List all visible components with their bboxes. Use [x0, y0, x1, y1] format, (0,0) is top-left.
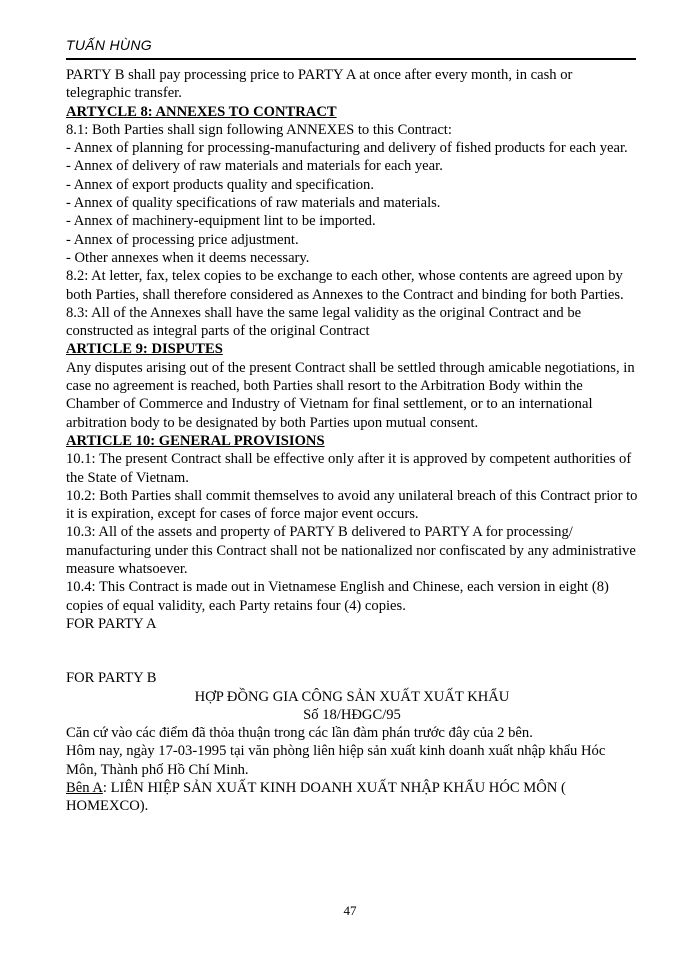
paragraph-10-3: 10.3: All of the assets and property of PARTY B delivered to PARTY A for processing/ manufacturing under this Contract shall not be nationalized nor confiscated by any administrative measure whatsoever.	[66, 524, 636, 578]
paragraph-10-2: 10.2: Both Parties shall commit themselves to avoid any unilateral breach of this Contract prior to it is expiration, except for cases of force major event occurs.	[66, 487, 638, 523]
signature-party-a: FOR PARTY A	[66, 615, 157, 632]
annex-item: - Annex of machinery-equipment lint to be imported.	[66, 213, 376, 230]
paragraph-payment: PARTY B shall pay processing price to PARTY A at once after every month, in cash or telegraphic transfer.	[66, 67, 573, 102]
party-a-label: Bên A	[66, 779, 103, 796]
heading-article-8: ARTYCLE 8: ANNEXES TO CONTRACT	[66, 103, 337, 120]
party-a-name: : LIÊN HIỆP SẢN XUẤT KINH DOANH XUẤT NHẬP KHẨU HÓC MÔN ( HOMEXCO).	[66, 779, 566, 815]
paragraph-8-2: 8.2: At letter, fax, telex copies to be exchange to each other, whose contents are agreed upon by both Parties, shall therefore considered as Annexes to the Contract and binding for both Parties.	[66, 268, 624, 303]
annex-item: - Annex of planning for processing-manufacturing and delivery of fished products for each year.	[66, 140, 628, 157]
paragraph-8-3: 8.3: All of the Annexes shall have the same legal validity as the original Contract and be constructed as integral parts of the original Contract	[66, 304, 582, 340]
running-header: TUẤN HÙNG	[66, 37, 152, 53]
page-number: 47	[343, 903, 357, 918]
vn-paragraph-basis: Căn cứ vào các điểm đã thỏa thuận trong các lần đàm phán trước đây của 2 bên.	[66, 725, 533, 742]
signature-space	[66, 633, 638, 669]
annex-item: - Annex of export products quality and specification.	[66, 176, 375, 193]
contract-number: Số 18/HĐGC/95	[303, 706, 401, 723]
heading-article-9: ARTICLE 9: DISPUTES	[66, 341, 223, 358]
annex-item: - Annex of quality specifications of raw materials and materials.	[66, 195, 441, 212]
vn-paragraph-party-a	[66, 779, 638, 816]
paragraph-10-1: 10.1: The present Contract shall be effective only after it is approved by competent authorities of the State of Vietnam.	[66, 451, 632, 486]
document-body	[66, 66, 638, 816]
paragraph-disputes: Any disputes arising out of the present Contract shall be settled through amicable negotiations, in case no agreement is reached, both Parties shall resort to the Arbitration Body within the Chamber of Commerce and Industry of Vietnam for final settlement, or to an international arbitration body to be designated by both Parties upon mutual consent.	[66, 359, 635, 431]
annex-item: - Annex of processing price adjustment.	[66, 231, 299, 248]
vietnamese-contract-title: HỢP ĐỒNG GIA CÔNG SẢN XUẤT XUẤT KHẨU	[194, 688, 510, 705]
annex-item: - Annex of delivery of raw materials and materials for each year.	[66, 158, 443, 175]
signature-party-b: FOR PARTY B	[66, 670, 157, 687]
vn-paragraph-date-place: Hôm nay, ngày 17-03-1995 tại văn phòng liên hiệp sản xuất kinh doanh xuất nhập khẩu Hóc Môn, Thành phố Hồ Chí Minh.	[66, 743, 606, 778]
heading-article-10: ARTICLE 10: GENERAL PROVISIONS	[66, 432, 325, 449]
paragraph-8-1: 8.1: Both Parties shall sign following ANNEXES to this Contract:	[66, 121, 452, 138]
paragraph-10-4: 10.4: This Contract is made out in Vietnamese English and Chinese, each version in eight (8) copies of equal validity, each Party retains four (4) copies.	[66, 579, 609, 614]
header-rule	[66, 58, 636, 60]
annex-item: - Other annexes when it deems necessary.	[66, 249, 310, 266]
